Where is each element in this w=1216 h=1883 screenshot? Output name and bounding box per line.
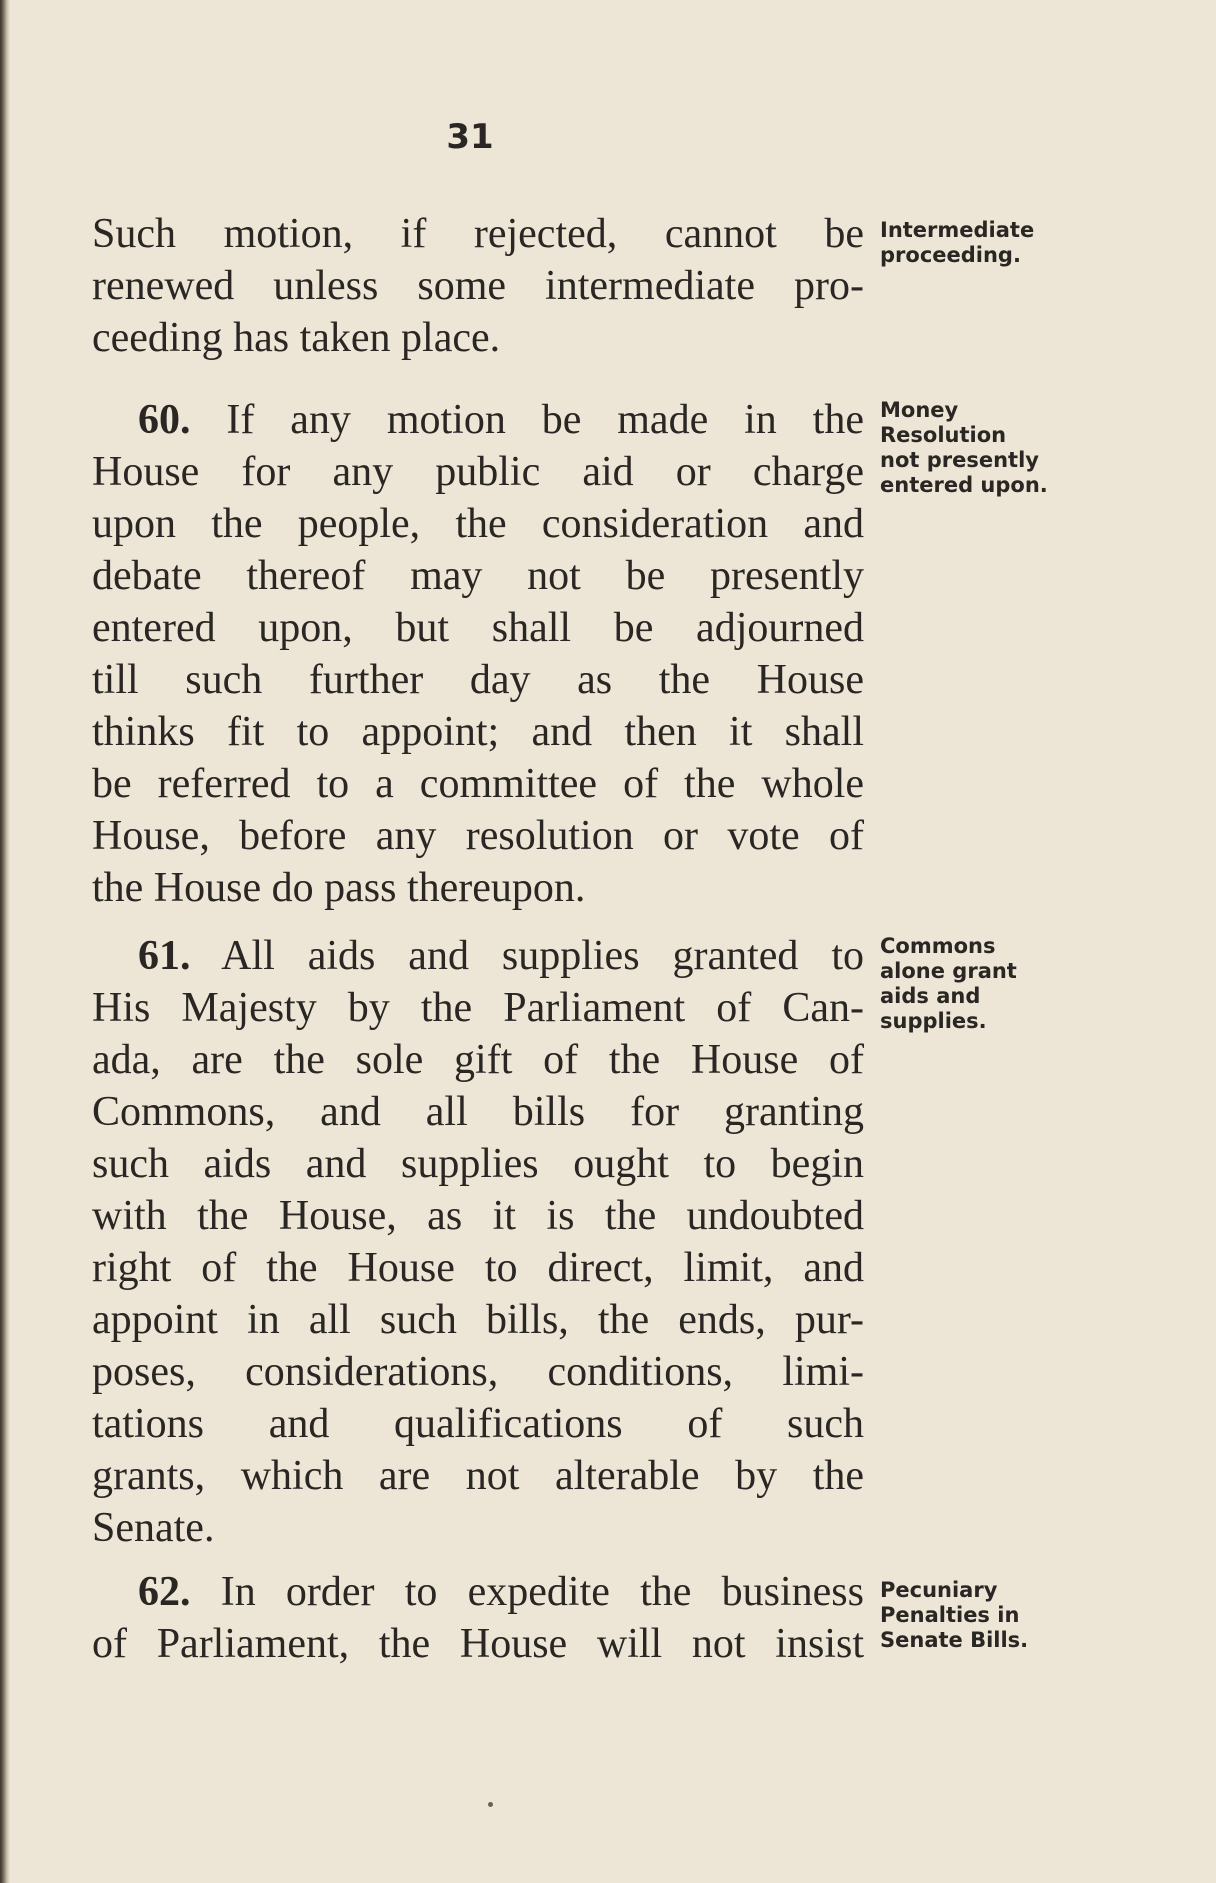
paragraph-continuation: [92, 208, 864, 364]
text-line: thinks fit to appoint; and then it shall: [92, 709, 864, 755]
margin-note-line: proceeding.: [880, 243, 1021, 267]
text-line: with the House, as it is the undoubted: [92, 1193, 864, 1239]
margin-note-line: not presently: [880, 448, 1039, 472]
text-line: House for any public aid or charge: [92, 449, 864, 495]
margin-note-money-resolution: [880, 398, 1060, 498]
text-line: the House do pass thereupon.: [92, 865, 586, 911]
margin-note-commons-alone-grant: [880, 934, 1060, 1034]
text-line: All aids and supplies granted to: [221, 933, 865, 979]
text-line: be referred to a committee of the whole: [92, 761, 864, 807]
margin-note-line: Senate Bills.: [880, 1628, 1029, 1652]
text-line: House, before any resolution or vote of: [92, 813, 864, 859]
text-line: poses, considerations, conditions, limi-: [92, 1349, 864, 1395]
page-speck: [488, 1802, 493, 1807]
text-line: tations and qualifications of such: [92, 1401, 864, 1447]
text-line: till such further day as the House: [92, 657, 864, 703]
margin-note-line: Penalties in: [880, 1603, 1020, 1627]
margin-note-line: Pecuniary: [880, 1578, 998, 1602]
text-line-first: [92, 394, 864, 446]
margin-note-intermediate-proceeding: [880, 218, 1060, 268]
margin-note-line: Resolution: [880, 423, 1007, 447]
text-line: renewed unless some intermediate pro-: [92, 263, 864, 309]
paragraph-60: [92, 394, 864, 914]
paragraph-number: 60.: [138, 397, 191, 443]
margin-note-line: supplies.: [880, 1009, 987, 1033]
text-line: appoint in all such bills, the ends, pur-: [92, 1297, 864, 1343]
margin-note-line: alone grant: [880, 959, 1017, 983]
text-line: If any motion be made in the: [226, 397, 864, 443]
paragraph-61: [92, 930, 864, 1554]
page-number: 31: [446, 117, 494, 157]
paragraph-62: [92, 1566, 864, 1670]
text-line: of Parliament, the House will not insist: [92, 1621, 864, 1667]
text-line: Such motion, if rejected, cannot be: [92, 211, 864, 257]
text-line: such aids and supplies ought to begin: [92, 1141, 864, 1187]
text-line: ceeding has taken place.: [92, 315, 501, 361]
text-line: upon the people, the consideration and: [92, 501, 864, 547]
text-line: In order to expedite the business: [220, 1569, 864, 1615]
paragraph-number: 61.: [138, 933, 191, 979]
margin-note-pecuniary-penalties: [880, 1578, 1060, 1653]
text-line-first: [92, 930, 864, 982]
page-binding-edge: [0, 0, 10, 1883]
margin-note-line: entered upon.: [880, 473, 1048, 497]
paragraph-number: 62.: [138, 1569, 191, 1615]
margin-note-line: Money: [880, 398, 959, 422]
text-line: Commons, and all bills for granting: [92, 1089, 864, 1135]
margin-note-line: aids and: [880, 984, 981, 1008]
text-line-first: [92, 1566, 864, 1618]
margin-note-line: Commons: [880, 934, 996, 958]
text-line: right of the House to direct, limit, and: [92, 1245, 864, 1291]
text-line: ada, are the sole gift of the House of: [92, 1037, 864, 1083]
text-line: Senate.: [92, 1505, 215, 1551]
text-line: debate thereof may not be presently: [92, 553, 864, 599]
text-line: grants, which are not alterable by the: [92, 1453, 864, 1499]
text-line: His Majesty by the Parliament of Can-: [92, 985, 864, 1031]
text-line: entered upon, but shall be adjourned: [92, 605, 864, 651]
margin-note-line: Intermediate: [880, 218, 1035, 242]
